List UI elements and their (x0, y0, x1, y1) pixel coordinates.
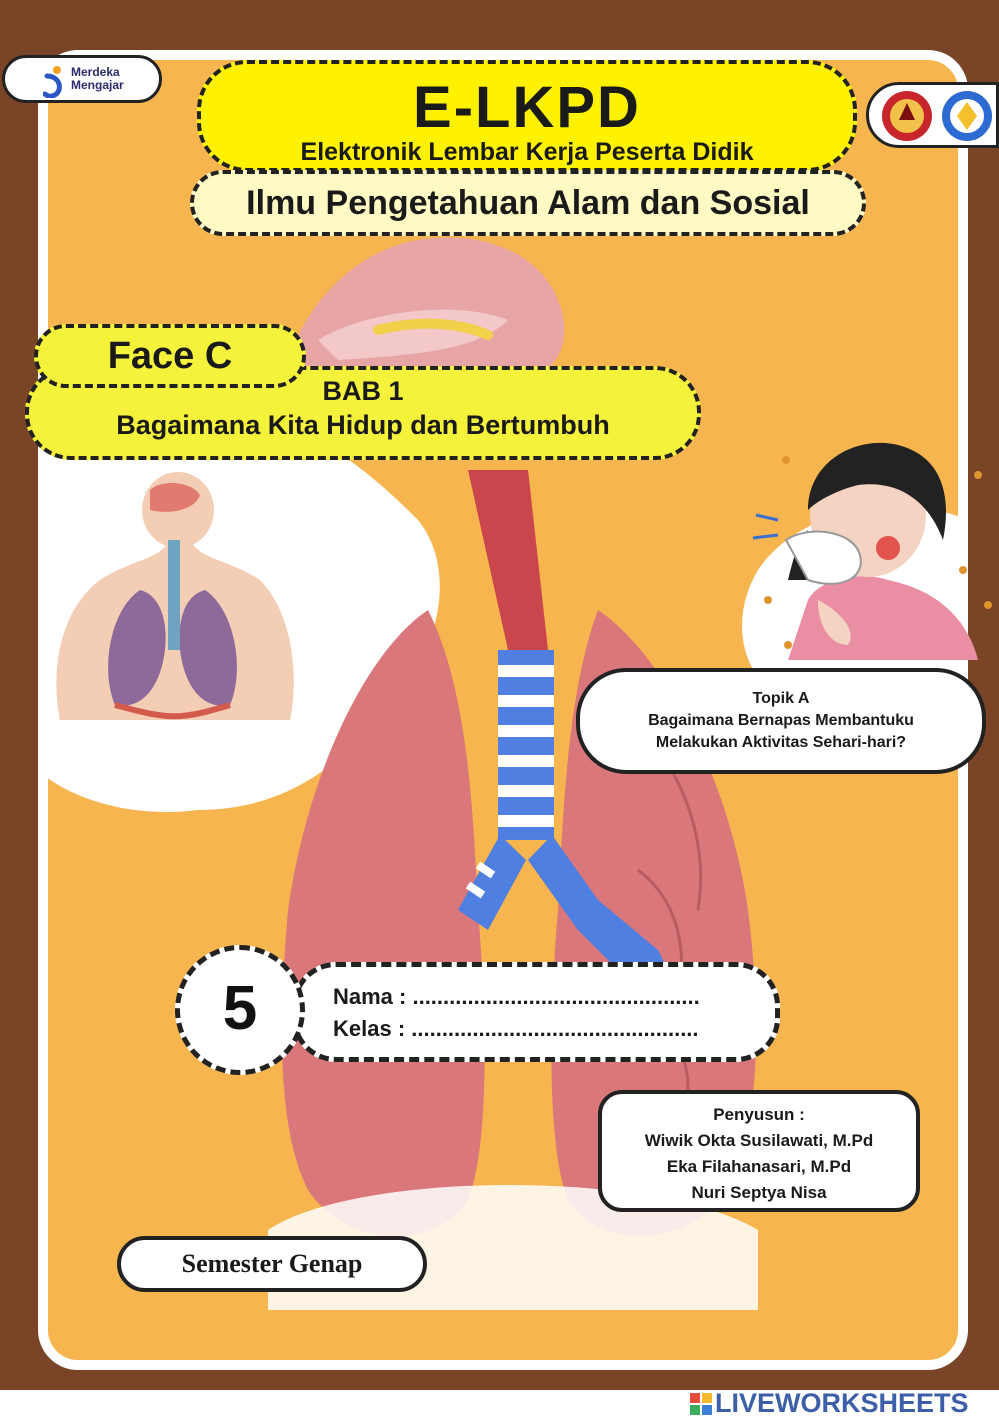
student-class-field[interactable]: Kelas : ............................................... (333, 1016, 699, 1041)
grade-number: 5 (222, 974, 258, 1043)
author-name: Eka Filahanasari, M.Pd (666, 1157, 852, 1176)
coughing-girl-illustration (748, 430, 998, 660)
liveworksheets-watermark[interactable] (690, 1388, 969, 1419)
chapter-title: Bagaimana Kita Hidup dan Bertumbuh (116, 410, 610, 440)
title-banner (197, 60, 857, 172)
institution-seals (866, 82, 999, 148)
liveworksheets-icon (690, 1393, 712, 1415)
kemendikbud-seal-icon (939, 88, 995, 144)
grade-badge (175, 945, 305, 1075)
anatomy-thumbnail (20, 470, 300, 730)
topic-box (576, 668, 986, 774)
page-title: E-LKPD (413, 75, 641, 140)
phase-badge (34, 324, 306, 388)
page-subtitle: Elektronik Lembar Kerja Peserta Didik (300, 138, 754, 166)
semester-badge (117, 1236, 427, 1292)
topic-label: Topik A (752, 690, 810, 707)
merdeka-mengajar-logo (2, 55, 162, 103)
student-name-field[interactable]: Nama : ............................................... (333, 984, 700, 1009)
logo-line1: Merdeka (71, 65, 120, 79)
authors-box (598, 1090, 920, 1212)
phase-label: Face C (107, 335, 233, 377)
university-seal-icon (879, 88, 935, 144)
subject-banner (190, 170, 866, 236)
student-info-box (292, 962, 780, 1062)
author-name: Nuri Septya Nisa (691, 1183, 827, 1202)
topic-line2: Melakukan Aktivitas Sehari-hari? (655, 734, 907, 751)
logo-line2: Mengajar (71, 78, 124, 92)
author-name: Wiwik Okta Susilawati, M.Pd (644, 1131, 874, 1150)
topic-line1: Bagaimana Bernapas Membantuku (648, 712, 914, 729)
watermark-text: LIVEWORKSHEETS (715, 1388, 969, 1418)
semester-label: Semester Genap (181, 1249, 363, 1278)
authors-label: Penyusun : (713, 1105, 805, 1124)
merdeka-mengajar-icon (43, 64, 67, 98)
chapter-number: BAB 1 (322, 376, 404, 406)
subject-title: Ilmu Pengetahuan Alam dan Sosial (246, 184, 810, 222)
